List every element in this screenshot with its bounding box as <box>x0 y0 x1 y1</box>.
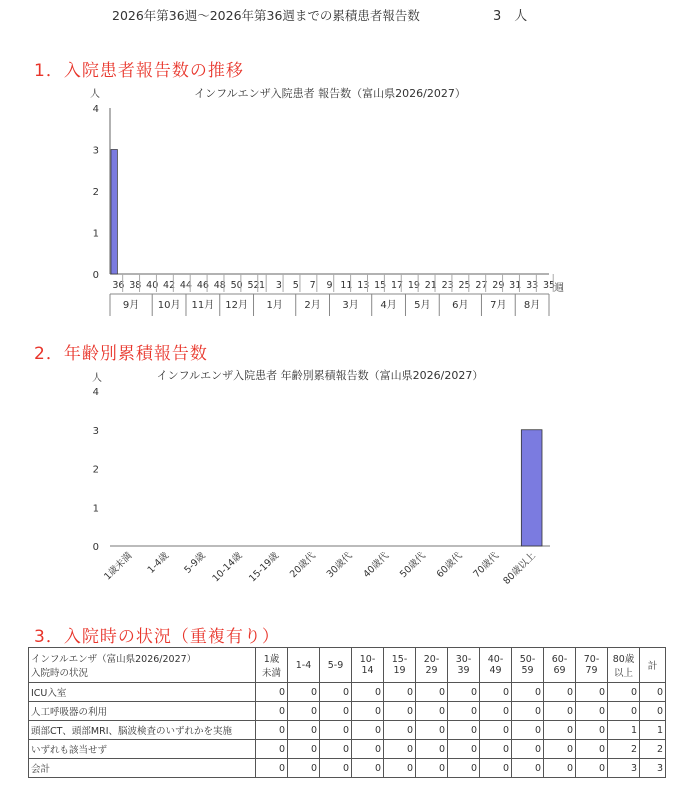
table-cell: 0 <box>320 721 352 740</box>
month-label: 3月 <box>342 300 359 311</box>
table-cell: 0 <box>256 721 288 740</box>
x-tick-label: 38 <box>129 280 142 291</box>
x-tick-label: 29 <box>492 280 505 291</box>
table-cell: 0 <box>256 759 288 778</box>
month-label: 9月 <box>122 300 140 311</box>
table-cell: 0 <box>608 683 640 702</box>
age-chart <box>0 362 688 602</box>
row-label: 頭部CT、頭部MRI、脳波検査のいずれかを実施 <box>29 721 256 740</box>
x-tick-label: 42 <box>163 280 176 291</box>
table-cell: 0 <box>416 740 448 759</box>
table-cell: 0 <box>544 740 576 759</box>
table-cell: 0 <box>512 721 544 740</box>
x-tick-label: 36 <box>112 280 125 291</box>
table-cell: 0 <box>576 683 608 702</box>
x-tick-label: 10-14歳 <box>210 550 245 585</box>
table-cell: 0 <box>640 683 666 702</box>
table-cell: 1 <box>640 721 666 740</box>
x-tick-label: 7 <box>309 280 316 291</box>
table-cell: 0 <box>384 759 416 778</box>
month-label: 7月 <box>490 300 507 311</box>
month-label: 12月 <box>225 300 249 311</box>
table-row <box>29 702 666 721</box>
table-cell: 0 <box>512 683 544 702</box>
table-cell: 0 <box>320 759 352 778</box>
table-title: インフルエンザ（富山県2026/2027） <box>31 654 197 665</box>
table-column-header: 30-39 <box>448 648 480 683</box>
y-tick-label: 2 <box>92 187 99 198</box>
table-subtitle: 入院時の状況 <box>31 668 89 679</box>
table-column-header: 計 <box>640 648 666 683</box>
x-tick-label: 46 <box>196 280 209 291</box>
section-title-weekly: 1．入院患者報告数の推移 <box>34 61 244 81</box>
table-row <box>29 721 666 740</box>
table-cell: 0 <box>352 759 384 778</box>
x-tick-label: 31 <box>509 280 522 291</box>
bar <box>521 430 542 546</box>
table-cell: 0 <box>288 702 320 721</box>
x-tick-label: 15-19歳 <box>247 550 282 585</box>
table-cell: 0 <box>480 702 512 721</box>
table-cell: 0 <box>576 759 608 778</box>
table-column-header: 20-29 <box>416 648 448 683</box>
x-tick-label: 20歳代 <box>288 550 318 581</box>
month-label: 5月 <box>414 300 431 311</box>
table-cell: 0 <box>320 740 352 759</box>
x-tick-label: 52 <box>247 280 260 291</box>
table-cell: 0 <box>480 740 512 759</box>
x-tick-label: 44 <box>179 280 193 291</box>
table-cell: 0 <box>416 721 448 740</box>
table-cell: 0 <box>512 702 544 721</box>
month-label: 11月 <box>191 300 215 311</box>
table-cell: 0 <box>352 702 384 721</box>
chart-title: インフルエンザ入院患者 年齢別累積報告数（富山県2026/2027） <box>156 369 484 382</box>
table-cell: 0 <box>288 683 320 702</box>
x-tick-label: 27 <box>475 280 488 291</box>
table-column-header: 15-19 <box>384 648 416 683</box>
bar <box>111 150 117 275</box>
table-cell: 0 <box>416 702 448 721</box>
row-label: 人工呼吸器の利用 <box>29 702 256 721</box>
table-cell: 0 <box>288 740 320 759</box>
row-label: 会計 <box>29 759 256 778</box>
x-tick-label: 15 <box>374 280 387 291</box>
x-tick-label: 13 <box>357 280 370 291</box>
month-label: 1月 <box>266 300 283 311</box>
table-cell: 0 <box>544 683 576 702</box>
x-tick-label: 60歳代 <box>434 550 465 581</box>
y-unit-label: 人 <box>90 89 100 100</box>
table-column-header: 50-59 <box>512 648 544 683</box>
month-label: 6月 <box>452 300 469 311</box>
table-cell: 0 <box>480 721 512 740</box>
table-column-header: 1-4 <box>288 648 320 683</box>
x-tick-label: 48 <box>213 280 226 291</box>
table-cell: 0 <box>448 702 480 721</box>
section-title-age: 2．年齢別累積報告数 <box>34 344 208 364</box>
table-cell: 3 <box>608 759 640 778</box>
table-column-header: 80歳 以上 <box>608 648 640 683</box>
table-column-header: 5-9 <box>320 648 352 683</box>
table-cell: 0 <box>512 759 544 778</box>
table-cell: 0 <box>448 740 480 759</box>
table-cell: 0 <box>256 683 288 702</box>
y-tick-label: 4 <box>92 387 99 398</box>
table-cell: 0 <box>384 702 416 721</box>
x-tick-label: 21 <box>424 280 437 291</box>
table-cell: 0 <box>384 683 416 702</box>
x-tick-label: 70歳代 <box>471 550 502 581</box>
summary-count: 3 人 <box>493 9 528 24</box>
table-cell: 0 <box>576 721 608 740</box>
table-row <box>29 759 666 778</box>
table-cell: 0 <box>352 721 384 740</box>
table-cell: 0 <box>256 702 288 721</box>
x-unit-label: 週 <box>554 283 564 294</box>
y-tick-label: 0 <box>92 542 99 553</box>
x-tick-label: 1-4歳 <box>145 550 172 576</box>
table-column-header: 60-69 <box>544 648 576 683</box>
table-cell: 0 <box>576 702 608 721</box>
table-cell: 0 <box>352 683 384 702</box>
table-cell: 0 <box>320 683 352 702</box>
x-tick-label: 50 <box>230 280 243 291</box>
x-tick-label: 33 <box>526 280 539 291</box>
x-tick-label: 30歳代 <box>324 550 355 581</box>
summary-header <box>112 6 528 24</box>
table-cell: 0 <box>448 759 480 778</box>
table-cell: 0 <box>448 683 480 702</box>
table-cell: 0 <box>544 721 576 740</box>
table-cell: 0 <box>608 702 640 721</box>
table-row <box>29 683 666 702</box>
x-tick-label: 35 <box>542 280 556 291</box>
table-cell: 0 <box>288 721 320 740</box>
table-cell: 0 <box>512 740 544 759</box>
table-column-header: 10-14 <box>352 648 384 683</box>
summary-text: 2026年第36週〜2026年第36週までの累積患者報告数 <box>112 8 420 23</box>
y-tick-label: 3 <box>92 145 99 157</box>
chart-title: インフルエンザ入院患者 報告数（富山県2026/2027） <box>194 87 466 100</box>
table-cell: 2 <box>608 740 640 759</box>
y-tick-label: 1 <box>92 228 99 240</box>
x-tick-label: 9 <box>326 280 333 291</box>
x-tick-label: 1歳未満 <box>102 550 135 583</box>
table-cell: 0 <box>320 702 352 721</box>
table-cell: 0 <box>256 740 288 759</box>
month-label: 2月 <box>304 300 321 311</box>
month-label: 10月 <box>157 300 181 311</box>
table-cell: 1 <box>608 721 640 740</box>
y-unit-label: 人 <box>92 373 102 384</box>
table-cell: 0 <box>416 759 448 778</box>
row-label: いずれも該当せず <box>29 740 256 759</box>
y-tick-label: 1 <box>92 503 99 515</box>
y-tick-label: 4 <box>92 104 99 115</box>
table-cell: 0 <box>416 683 448 702</box>
table-cell: 0 <box>288 759 320 778</box>
y-tick-label: 3 <box>92 425 99 437</box>
month-label: 4月 <box>380 300 397 311</box>
x-tick-label: 40歳代 <box>361 550 392 581</box>
x-tick-label: 5 <box>292 280 299 291</box>
status-table <box>28 647 666 778</box>
table-cell: 3 <box>640 759 666 778</box>
table-column-header: 70-79 <box>576 648 608 683</box>
table-cell: 0 <box>544 702 576 721</box>
table-cell: 0 <box>384 740 416 759</box>
y-tick-label: 2 <box>92 464 99 476</box>
weekly-chart <box>0 80 688 370</box>
table-row <box>29 740 666 759</box>
x-tick-label: 5-9歳 <box>182 550 208 576</box>
x-tick-label: 3 <box>275 280 282 291</box>
x-tick-label: 25 <box>458 280 471 291</box>
x-tick-label: 11 <box>340 280 353 291</box>
table-cell: 0 <box>640 702 666 721</box>
table-cell: 0 <box>352 740 384 759</box>
month-label: 8月 <box>523 300 541 311</box>
table-header-label <box>29 648 256 683</box>
x-tick-label: 40 <box>146 280 159 291</box>
table-column-header: 40-49 <box>480 648 512 683</box>
x-tick-label: 1 <box>258 280 265 291</box>
table-cell: 2 <box>640 740 666 759</box>
table-column-header: 1歳 未満 <box>256 648 288 683</box>
table-cell: 0 <box>480 683 512 702</box>
x-tick-label: 23 <box>441 280 454 291</box>
table-cell: 0 <box>448 721 480 740</box>
x-tick-label: 19 <box>407 280 420 291</box>
table-cell: 0 <box>384 721 416 740</box>
row-label: ICU入室 <box>29 683 256 702</box>
x-tick-label: 50歳代 <box>398 550 428 581</box>
x-tick-label: 17 <box>390 280 404 291</box>
y-tick-label: 0 <box>92 270 99 281</box>
section-title-status: 3．入院時の状況（重複有り） <box>34 627 280 647</box>
table-cell: 0 <box>480 759 512 778</box>
table-cell: 0 <box>544 759 576 778</box>
x-tick-label: 80歳以上 <box>501 550 538 587</box>
table-cell: 0 <box>576 740 608 759</box>
